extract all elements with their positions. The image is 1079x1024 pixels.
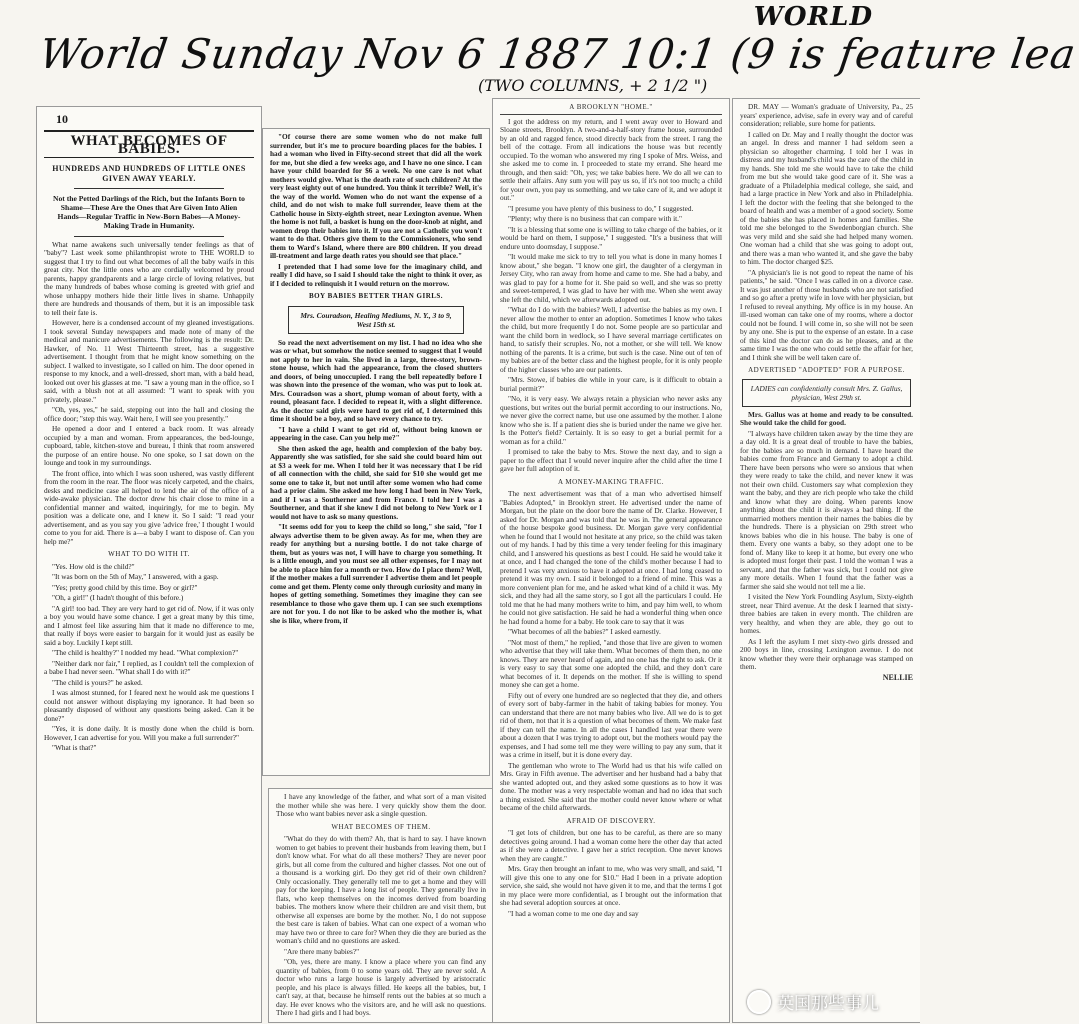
section-subhead: WHAT BECOMES OF THEM. (331, 822, 431, 831)
column-4 (733, 99, 920, 686)
section-subhead: WHAT TO DO WITH IT. (108, 550, 190, 558)
divider (74, 188, 224, 189)
column-4-clipping (732, 98, 920, 1023)
wechat-icon (747, 990, 771, 1014)
paragraph: "Yes, it is done daily. It is mostly done when the child is born. However, I can advertise for you. Will you make a full surrender?" (44, 724, 254, 742)
paragraph: I visited the New York Foundling Asylum, Sixty-eighth street, near Third avenue. At the desk I learned that sixty-three babies are taken in every month. The children are very healthy, and when they are able, they go out to homes. (740, 592, 913, 635)
handwritten-columns-note: (TWO COLUMNS, + 2 1/2 ") (478, 76, 708, 95)
paragraph: The gentleman who wrote to The World had us that his wife called on Mrs. Gray in Fifth avenue. The advertiser and her husband had a baby that she wanted adopted out, and they asked some questions as to how it was done. The mother was a very respectable woman and had no idea that such a thing existed. She said that the mother could never know where or what became of the child afterwards. (500, 760, 722, 812)
handwritten-dateline: World Sunday Nov 6 1887 10:1 (9 is feature lea (36, 30, 1079, 78)
paragraph: "It was born on the 5th of May," I answered, with a gasp. (52, 572, 219, 581)
paragraph: "What becomes of all the babies?" I asked earnestly. (508, 627, 661, 636)
divider (74, 236, 224, 237)
page-number: 10 (56, 112, 68, 126)
paragraph: DR. MAY — Woman's graduate of University, Pa., 25 years' experience, advise, safe in every way and of careful consideration; reliable, sure home for patients. (740, 102, 913, 128)
column-2-upper (263, 129, 489, 631)
column-2-lower (269, 789, 493, 1024)
paragraph: I promised to take the baby to Mrs. Stowe the next day, and to sign a paper to the effect that I would never inquire after the child after the time I gave her full adoption of it. (500, 447, 722, 473)
handwritten-world-label: WORLD (753, 2, 873, 32)
paragraph: "I get lots of children, but one has to be careful, as there are so many detectives going around. I had a woman come here the other day that acted as if she were a detective. I gave her a strict reception. One never knows when they are caught." (500, 828, 722, 863)
paragraph: "The child is healthy?" I nodded my head. "What complexion?" (52, 648, 239, 657)
column-2-upper-clipping (262, 128, 490, 776)
paragraph: "Neither dark nor fair," I replied, as I couldn't tell the complexion of a babe I had never seen. "What shall I do with it?" (44, 658, 254, 676)
paragraph: "Yes. How old is the child?" (52, 561, 135, 571)
paragraph: I was almost stunned, for I feared next he would ask me questions I could not answer without displaying my ignorance. It had been so pleasantly disposed of without any questions being asked. Can it be done?" (44, 688, 254, 723)
section-subhead: BOY BABIES BETTER THAN GIRLS. (308, 292, 444, 300)
paragraph: He opened a door and I entered a back room. It was already occupied by a man and woman. From appearances, the bed-lounge, cupboard, table, kitchen-stove and bureau, I think that room answered the purpose of an entire house. No one spoke, so I sat down on the lounge and took in my surroundings. (44, 424, 254, 467)
paragraph: "Of course there are some women who do not make full surrender, but it's me to procure boarding places for the babies. I had a woman who lived in Fifty-second street that did all the work for me, but she died a few weeks ago, and I have no one since. I can have your child boarded for $6 a week. No one care is not what mothers would give. What is the death rate of such children? At the very least eighty out of one hundred. You think it terrible? Well, it's the way of the world. Women who do not want the expense of a child, and do not wish to make full surrender, leave them at the Catholic house in Sixty-eighth street, near Lexington avenue. When the home is not full, a basket is hung on the door-knob at night, and women drop their babies into it. If you are not a Catholic you won't want to do that. Others give them to the Commissioners, who send them to Ward's Island, where there are 800 children. If you dread ill-treatment and large death rates you should see that place." (270, 132, 482, 260)
section-subhead: AFRAID OF DISCOVERY. (566, 816, 656, 825)
paragraph: "Not most of them," he replied, "and those that live are given to women who advertise that they will take them. What becomes of them then, no one knows. They are never heard of again, and no one has the right to ask. Or it is very easy to say that some one adopted the child, and they don't care what becomes of it. It depends on the mother. If she is willing to spend money she can get a home. (500, 637, 722, 689)
paragraph: "No, it is very easy. We always retain a physician who never asks any questions, but writes out the burial permit according to our instructions. No, we never give the correct name, but use one assumed by the mother. I alone know who she is. If a patient dies she is buried under the name we give her. Is the Potter's field? Certainly. It is so easy to get a burial permit for a woman as for a child." (500, 394, 722, 446)
paragraph: I called on Dr. May and I really thought the doctor was an angel. In dress and manner I had seldom seen a physician so altogether charming. I told her I was in distress and my husband's child was the care of the child in my hands. She told me she would have to take the child from me but she would take good care of it. She was a graduate of a Philadelphia medical college, she said, and had a large practice in New York and also in Philadelphia. I left the doctor with the feeling that she belonged to the board of health and was a member of a good society. Some of the babies she has placed in homes and families. She told me she belonged to the Swedenborgian church. She was very mild and she said she had helped many women. One woman had a child that she was going to adopt out, and there was a man who wanted it, and she gave the baby to him. The doctor charged $25. (740, 129, 913, 266)
paragraph: "Plenty; why there is no business that can compare with it." (508, 214, 682, 223)
paragraph: "I have a child I want to get rid of, without being known or appearing in the case. Can you help me?" (270, 424, 482, 442)
section-subhead: A MONEY-MAKING TRAFFIC. (557, 477, 665, 486)
paragraph: "Yes; pretty good child by this time. Boy or girl?" (52, 582, 198, 592)
paragraph: "What do they do with them? Ah, that is hard to say. I have known women to get babies to prevent their husbands from leaving them, but I don't know what. For what do all these mothers? They are never poor girls, but all come from the cultured and higher classes. Not one out of a thousand is a working girl. Do they get rid of their own children? Only occasionally. They generally tell me to get a home and they will pay for the keeping. I have a long list of people. They generally live in flats, who keep themselves on the incomes derived from boarding babies. The mothers know where their children are and visit them, but otherwise all expenses are borne by the mother. No, I do not suppose the best care is taken of babies. What can one expect of a woman who may have two or three to care for? When they die they are buried as the woman's child and no questions are asked. (276, 834, 486, 945)
paragraph: "It would make me sick to try to tell you what is done in many homes I know about," she began. "I know one girl, the daughter of a clergyman in Jersey City, who ran away from home and came to me. She had a baby, and was glad to pay for a home for it. She paid so well, and she was so pretty and sweet-tempered, I was glad to have her with me. When she went away she left the child, which we afterwards adopted out. (500, 252, 722, 304)
paragraph: I have any knowledge of the father, and what sort of a man visited the mother while she was here. I very quickly show them the door. Those who want babies never ask a single question. (276, 792, 486, 818)
paragraph: I pretended that I had some love for the imaginary child, and really I did have, so I said I should take the night to think it over, as if I decided to relinquish it I would return on the morrow. (270, 261, 482, 288)
paragraph: "A girl! too bad. They are very hard to get rid of. Now, if it was only a boy you would have some chance. I get a great many by this time, and I almost feel like assuring him that it made no difference to me, that really if boys were easier to bargain for it would just as easily be said a boy. Luckily I kept still. (44, 603, 254, 647)
paragraph: As I left the asylum I met sixty-two girls dressed and 200 boys in line, crossing Lexington avenue. I do not know whether they were their orphanage was stamped on them. (740, 636, 913, 671)
column-3 (493, 99, 729, 924)
paragraph: "It seems odd for you to keep the child so long," she said, "for I always advertise them to be given away. As for me, when they are ready for anything but a nursing bottle. I do not take charge of them, but as yours was not, I will have to charge you something. It is a little enough, and you must see all other expenses, for I may not be able to place him for a month or two. How do I place them? Well, if the mother makes a full surrender I advertise them and let people come and get them. Plenty come only through curiosity and many in hopes of getting something. Sometimes they imagine they can see resemblance to those who gave them up. I can see such exemptions are not for you. I do not like to be asked who the mother is, what she is like, where from, if (270, 522, 482, 625)
paragraph: "What do I do with the babies? Well, I advertise the babies as my own. I never allow the mother to enter an adoption. Sometimes I know who takes the child, but more frequently I do not. Some people are so particular and want the child born in wedlock, so I have several marriage certificates on hand, to satisfy their scruples. No, not a mother, or she will tell. We know nothing of the parents. It is a crime, but such is the case. Nine out of ten of my babies are of the better class and the highest people, for it is only people of the higher classes who are our patients. (500, 305, 722, 374)
paragraph: What name awakens such universally tender feelings as that of "baby"? Last week some philanthropist wrote to THE WORLD to suggest that I try to find out what becomes of all the baby waifs in this great city. Not the little ones who are cordially welcomed by proud parents, happy grandparents and a large circle of loving relatives, but the many hundreds of babes whose coming is greeted with grief and whose unhappy mothers hide their little lives in shame. Unhappily there are hundreds and thousands of them, but it is an impossible task to tell their fate is. (44, 239, 254, 317)
watermark (747, 989, 879, 1014)
advertisement-box: Mrs. Couradson, Healing Mediums, N. Y., 3 to 9, West 15th st. (288, 306, 464, 334)
article-headline: WHAT BECOMES OF BABIES. (44, 130, 254, 158)
paragraph: "Mrs. Stowe, if babies die while in your care, is it difficult to obtain a burial permit?" (500, 375, 722, 393)
column-3-clipping (492, 98, 730, 1023)
section-subhead: A BROOKLYN "HOME." (500, 103, 722, 115)
paragraph: The next advertisement was that of a man who advertised himself "Babies Adopted," in Brooklyn street. He advertised under the name of Morgan, but the plate on the door bore the name of Dr. Clarke. However, I asked for Dr. Morgan and was told that he was in. The general appearance of the house bespoke good business. Dr. Morgan gave very confidential when he found that I would not hesitate at any price, so the child was taken out of my hands. I had by this time a very tender feeling for this imaginary child, and I answered his questions as best I could. He said he would take it at once, and I had changed the tone of the child's mother because I had to pretend I was very anxious to have it adopted at once. I had long ceased to pretend it was my own. I said it belonged to a friend of mine. This was a more convenient plan for me, and he asked what kind of a child it was. My sick, and they had all the same story, so I got all the particulars I could. He told me that he had many mothers write to him, and pay him well, to whom he could not give satisfaction. He said he had a wonderful thing when once he had found a home for a baby. He took care to say that it was (500, 489, 722, 626)
paragraph: I got the address on my return, and I went away over to Howard and Sloane streets, Brooklyn. A two-and-a-half-story frame house, surrounded by an old and ragged fence, stood directly back from the street. I rang the bell of the cottage. From all indications the house was but recently occupied. To the woman who answered my ring I spoke of Mrs. Weiss, and she asked me to come in. I proceeded to state my errand. She heard me through, and then said: "Oh, yes; we take babies here. We do all we can to settle their affairs. Any sum you will pay us so, if it's not too much; a child for your own, you pay us something, and we take care of it, and we adopt it out." (500, 116, 722, 202)
paragraph: "A physician's lie is not good to repeat the name of his patients," he said. "Once I was called in on a divorce case. It was just another of those husbands who are not satisfied and so go after a pretty wife in love with her physician, but I refused to reveal anything. My office is in my house. An ill-used woman can take one of my rooms, where a doctor could not be found. I will come in, so she will not be seen by any one. She is put to the expense of an estate. In a case of this kind the doctor can do as he pleases, and at the same time I was the one who could settle the affair for her, and I think she will be well taken care of. (740, 267, 913, 362)
paragraph: Fifty out of every one hundred are so neglected that they die, and others of every sort of baby-farmer in the habit of taking babies for money. You can understand that there are not many babies who live. All we do is to get rid of them, not that it is a question of what becomes of them. We make fast if they can tell the name. In all the cases I handled last year there were about a dozen that I was trying to adopt out, but the mothers would pay the expenses, and I had some tell me they were willing to pay any sum, that it was a crime in itself, but it is done every day. (500, 690, 722, 759)
article-deck: Not the Petted Darlings of the Rich, but the Infants Born to Shame—These Are the Ones that Are Given Into Alien Hands—Regular Traffic in New-Born Babes—A Money-Making Trade in Humanity. (53, 193, 245, 230)
paragraph: "It is a blessing that some one is willing to take charge of the babies, or it would be hard on them, I suppose," I suggested. "It's a business that will endure unto doomsday, I suppose." (500, 224, 722, 251)
paragraph: "The child is yours?" he asked. (52, 677, 143, 687)
author-signature: NELLIE (882, 672, 913, 682)
paragraph: "Oh, a girl!" (I hadn't thought of this before.) (52, 593, 184, 602)
section-subhead: ADVERTISED "ADOPTED" FOR A PURPOSE. (748, 366, 905, 374)
column-1 (37, 107, 261, 759)
paragraph: "Oh, yes, yes," he said, stepping out into the hall and closing the office door; "step this way. Wait here, I will see you presently." (44, 405, 254, 423)
paragraph: She then asked the age, health and complexion of the baby boy. Apparently she was satisfied, for she said she could board him out at $3 a week for me. When I told her it was necessary that I be rid of all connection with the child, she said for $10 she would get me some one to take it, but not until after some women who had come had a prior claim. She asked me how long I had been in New York, and if I was a Southerner and from France. I told her I was a Southerner, and that if she knew I did not belong to New York or I would not have to ask so many questions. (270, 443, 482, 521)
paragraph: "I presume you have plenty of this business to do," I suggested. (508, 203, 694, 213)
paragraph: "Oh, yes, there are many. I know a place where you can find any quantity of babies, from 0 to some years old. They are never sold. A doctor who runs a large house is largely advertised by aristocratic people, and his place is always filled. He keeps all the babies, but, I can't say, at that, because he himself rents out the babies at so much a day. He ever knows who the visitors are, and he will ask no questions. There I had girls and I had boys. (276, 957, 486, 1017)
article-subhead: HUNDREDS AND HUNDREDS OF LITTLE ONES GIVEN AWAY YEARLY. (52, 163, 246, 183)
watermark-text: 英国那些事儿 (777, 994, 879, 1014)
column-1-clipping (36, 106, 262, 1023)
advertisement-box: LADIES can confidentially consult Mrs. Z. Gallus, physician, West 29th st. (742, 379, 911, 407)
paragraph: The front office, into which I was soon ushered, was vastly different from the room in the rear. The floor was nicely carpeted, and the chairs, desks and medicine case all helped to lend the air of the office of a wide-awake physician. The doctor drew his chair close to mine in a confidential manner and waited, inquiringly, for me to begin. My position was a delicate one, and I knew it. So I said: "I read your advertisement, and as you say you give 'advice free,' I thought I would come to you for aid. There is a—a baby I want to dispose of. Can you help me?" (44, 468, 254, 546)
paragraph: Mrs. Gray then brought an infant to me, who was very small, and said, "I will give this one to any one for $10." Had I been in a private adoption service, she said, she would not have given it to me, and that the terms I got in my place were more confidential, as I brought out the information that she had several adoption sources at once. (500, 864, 722, 907)
paragraph: "I always have children taken away by the time they are a day old. It is a great deal of trouble to have the babies, for the babies are so much in demand. I have heard the babies come from France and Germany to adopt a child. There have been persons who were so anxious that when they were ready to take the child, and never knew it was not their own child. Customers say what complexion they want the baby, and they are rich people who take the child and know what they are doing. When parents know anything about the child it is always a bad thing. If the unmarried mothers mention their names the babies die by the hundreds. There is a physician on 29th street who knows babies who die in his house. The baby is one of them. Every one wants a baby, so they adopt one to be fond of. Many like to keep it at home, but every one who is adopted must forget their past. I told the woman I was a servant, and that the father was sick, but I could not give any more details. When I found that the father was a farmer she said she would not tell me a lie. (740, 428, 913, 591)
paragraph: "Are there many babies?" (284, 946, 360, 956)
column-2-lower-clipping (268, 788, 494, 1023)
paragraph: "I had a woman come to me one day and say (508, 908, 639, 918)
paragraph: Mrs. Gallus was at home and ready to be consulted. She would take the child for good. (740, 409, 913, 427)
paragraph: "What is that?" (52, 743, 97, 752)
paragraph: So read the next advertisement on my list. I had no idea who she was or what, but somehow the notice seemed to suggest that I would not apply to her in vain. She lived in a large, three-story, brown-stone house, which had the appearance, from the closed shutters and doors, of being unoccupied. I rang the bell repeatedly before I was shown into the presence of the woman, who was put to look at. Mrs. Couradson was a short, plump woman of about forty, with a round, pleasant face. I decided to repeat it, with a slight difference. As the doctor said girls were hard to get rid of, I determined this time it should be a boy, and so have every chance to try. (270, 337, 482, 423)
paragraph: However, here is a condensed account of my gleaned investigations. I took several Sunday newspapers and made note of many of the medical and manicure advertisements. The following is the result: Dr. Hawker, of No. 11 West Thirteenth street, has a suggestive advertisement. I thought from that he might know something on the subject. I walked to investigate, so I called on him. The door opened in response to my knock, and a well-dressed, short man, with a bald head, looked out over his glasses at me. "I saw a young man in the office, so I said, with a blush not at all assumed: "I want to speak with you privately, please." (44, 318, 254, 404)
